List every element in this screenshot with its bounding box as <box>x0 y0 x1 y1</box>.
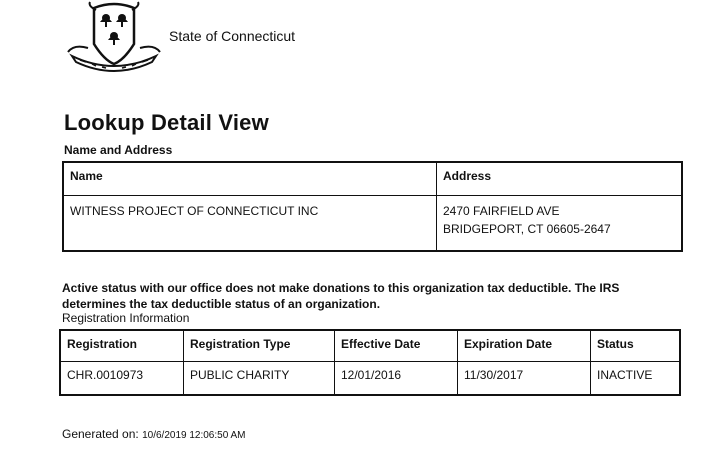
effective-date-header: Effective Date <box>335 330 458 362</box>
registration-header: Registration <box>60 330 184 362</box>
organization-address <box>437 196 683 252</box>
expiration-date: 11/30/2017 <box>458 362 591 396</box>
status-header: Status <box>591 330 681 362</box>
registration-type: PUBLIC CHARITY <box>184 362 335 396</box>
name-header: Name <box>63 162 437 196</box>
generated-label: Generated on: <box>62 427 139 441</box>
state-name: State of Connecticut <box>169 28 296 44</box>
address-header: Address <box>437 162 683 196</box>
registration-number: CHR.0010973 <box>60 362 184 396</box>
name-address-table <box>62 161 683 252</box>
table-row <box>63 196 682 252</box>
registration-table <box>59 329 681 396</box>
generated-value: 10/6/2019 12:06:50 AM <box>142 430 246 441</box>
organization-name: WITNESS PROJECT OF CONNECTICUT INC <box>63 196 437 252</box>
table-row <box>60 362 680 396</box>
status-badge: INACTIVE <box>591 362 681 396</box>
expiration-date-header: Expiration Date <box>458 330 591 362</box>
page-title: Lookup Detail View <box>64 110 269 135</box>
address-line-1: 2470 FAIRFIELD AVE <box>443 204 560 218</box>
table-header-row <box>63 162 682 196</box>
name-address-section-label: Name and Address <box>64 143 173 157</box>
effective-date: 12/01/2016 <box>335 362 458 396</box>
state-seal-icon <box>66 0 162 74</box>
table-header-row <box>60 330 680 362</box>
generated-timestamp <box>62 427 246 441</box>
address-line-2: BRIDGEPORT, CT 06605-2647 <box>443 222 611 236</box>
registration-type-header: Registration Type <box>184 330 335 362</box>
tax-disclaimer: Active status with our office does not make donations to this organization tax deductible. The IRS determines the tax deductible status of an organization. <box>62 281 620 311</box>
registration-section-label: Registration Information <box>62 311 190 325</box>
